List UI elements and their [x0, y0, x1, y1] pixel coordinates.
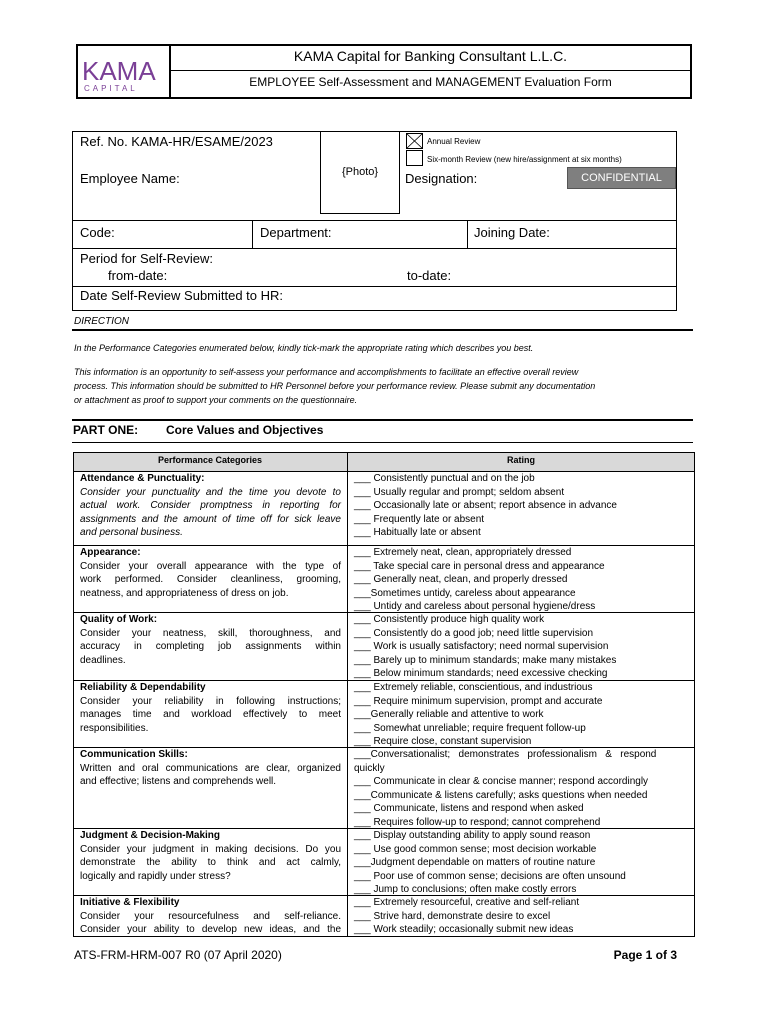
- category-description-line: Consider your resourcefulness and self-reliance.: [80, 910, 341, 922]
- rating-option[interactable]: ___ Extremely reliable, conscientious, and industrious: [354, 682, 593, 693]
- category-description-line: Consider your overall appearance with the type of: [80, 560, 341, 572]
- direction-paragraph-2-line-2: process. This information should be submitted to HR Personnel before your performance review. Please submit any documentation: [74, 381, 596, 391]
- part-one-title: Core Values and Objectives: [166, 423, 324, 437]
- category-title: Reliability & Dependability: [80, 682, 206, 693]
- company-name: KAMA Capital for Banking Consultant L.L.C.: [293, 48, 568, 64]
- rating-option[interactable]: ___ Barely up to minimum standards; make many mistakes: [354, 654, 617, 666]
- rating-cell-attendance[interactable]: [354, 472, 690, 540]
- period-label: Period for Self-Review:: [80, 251, 213, 266]
- rating-option[interactable]: ___ Require close, constant supervision: [354, 736, 532, 747]
- logo-text: KAMA: [82, 56, 156, 86]
- ref-number: Ref. No. KAMA-HR/ESAME/2023: [80, 134, 273, 149]
- info-row-line-1: [72, 220, 677, 221]
- rating-option[interactable]: ___ Jump to conclusions; often make costly errors: [354, 884, 577, 895]
- rating-option[interactable]: ___ Work is usually satisfactory; need normal supervision: [354, 641, 609, 652]
- rating-cell-reliability[interactable]: [354, 681, 690, 749]
- rating-option[interactable]: ___ Occasionally late or absent; report absence in advance: [354, 500, 617, 511]
- category-description-line: demonstrate the ability to think and act calmly,: [80, 857, 341, 868]
- rating-option[interactable]: ___Conversationalist; demonstrates professionalism & respond: [354, 749, 657, 760]
- submitted-date-label: Date Self-Review Submitted to HR:: [80, 288, 284, 303]
- category-description-line: deadlines.: [80, 654, 126, 666]
- category-cell-communication: [80, 748, 341, 789]
- category-description-line: neatness, and appropriateness of dress on job.: [80, 587, 289, 599]
- page-number: Page 1 of 3: [613, 948, 677, 962]
- rating-option[interactable]: ___ Frequently late or absent: [354, 513, 485, 525]
- direction-paragraph-2-line-1: This information is an opportunity to self-assess your performance and accomplishments to facilitate an effective overall review: [74, 367, 579, 377]
- company-logo: [82, 58, 166, 98]
- code-divider: [252, 220, 253, 248]
- category-description-line: Written and oral communications are clear, organized: [80, 762, 341, 774]
- info-row-line-3: [72, 286, 677, 287]
- table-column-divider: [347, 452, 348, 937]
- category-description-line: logically and rapidly under stress?: [80, 870, 231, 882]
- rating-option[interactable]: ___ Usually regular and prompt; seldom absent: [354, 486, 565, 498]
- column-header-rating: Rating: [507, 455, 535, 465]
- annual-review-checkbox[interactable]: [406, 133, 423, 149]
- photo-bottom-line: [320, 213, 400, 214]
- department-label: Department:: [260, 225, 332, 240]
- six-month-review-checkbox[interactable]: [406, 150, 423, 166]
- category-description-line: actual work. Consider promptness in reporting for: [80, 500, 341, 511]
- direction-underline: [72, 329, 693, 331]
- category-cell-judgment: [80, 829, 341, 883]
- category-cell-reliability: [80, 681, 341, 735]
- category-description-line: Consider your neatness, skill, thoroughness, and: [80, 627, 341, 639]
- direction-paragraph-1: In the Performance Categories enumerated below, kindly tick-mark the appropriate rating which describes you best.: [74, 343, 534, 353]
- category-description-line: and personal business.: [80, 527, 183, 538]
- designation-label: Designation:: [405, 171, 478, 186]
- rating-cell-quality[interactable]: [354, 613, 690, 681]
- rating-cell-initiative[interactable]: [354, 896, 690, 937]
- category-title: Communication Skills:: [80, 749, 188, 760]
- category-title: Attendance & Punctuality:: [80, 473, 205, 484]
- rating-option[interactable]: ___Sometimes untidy, careless about appearance: [354, 587, 576, 599]
- logo-subtext: CAPITAL: [84, 84, 138, 93]
- form-code: ATS-FRM-HRM-007 R0 (07 April 2020): [74, 948, 282, 962]
- category-cell-appearance: [80, 546, 341, 600]
- rating-cell-appearance[interactable]: [354, 546, 690, 614]
- part-one-label: PART ONE:: [73, 423, 139, 437]
- rating-option[interactable]: ___ Somewhat unreliable; require frequent follow-up: [354, 722, 586, 734]
- rating-cell-judgment[interactable]: [354, 829, 690, 897]
- joining-date-label: Joining Date:: [474, 225, 550, 240]
- six-month-review-label: Six-month Review (new hire/assignment at six months): [427, 155, 622, 164]
- category-description-line: work performed. Consider cleanliness, grooming,: [80, 574, 341, 585]
- category-description-line: assignments and the amount of time off for sick leave: [80, 513, 341, 525]
- category-cell-quality: [80, 613, 341, 667]
- category-title: Judgment & Decision-Making: [80, 830, 221, 841]
- rating-option[interactable]: ___ Require minimum supervision, prompt and accurate: [354, 695, 603, 707]
- rating-option[interactable]: ___ Untidy and careless about personal hygiene/dress: [354, 601, 596, 612]
- rating-option[interactable]: ___ Below minimum standards; need excessive checking: [354, 668, 608, 679]
- rating-option[interactable]: ___ Take special care in personal dress and appearance: [354, 560, 605, 572]
- rating-option[interactable]: ___ Generally neat, clean, and properly dressed: [354, 574, 568, 585]
- rating-option[interactable]: ___Communicate & listens carefully; asks questions when needed: [354, 789, 648, 801]
- confidential-label: CONFIDENTIAL: [581, 172, 662, 184]
- category-description-line: Consider your ability to develop new ideas, and the: [80, 924, 341, 935]
- category-description-line: responsibilities.: [80, 722, 149, 734]
- category-cell-attendance: [80, 472, 341, 540]
- column-header-categories: Performance Categories: [157, 455, 263, 465]
- photo-placeholder: {Photo}: [341, 166, 379, 178]
- part-one-top-rule: [72, 419, 693, 421]
- category-description-line: Consider your punctuality and the time you devote to: [80, 486, 341, 498]
- category-description-line: Consider your reliability in following instructions;: [80, 695, 341, 707]
- rating-option-continued: quickly: [354, 762, 385, 774]
- rating-option[interactable]: ___ Consistently produce high quality work: [354, 614, 545, 625]
- checkbox-cross-icon: [407, 134, 422, 148]
- rating-option[interactable]: ___ Display outstanding ability to apply sound reason: [354, 830, 591, 841]
- rating-option[interactable]: ___ Consistently punctual and on the job: [354, 473, 535, 484]
- rating-option[interactable]: ___ Communicate in clear & concise manner; respond accordingly: [354, 776, 649, 787]
- rating-option[interactable]: ___ Strive hard, demonstrate desire to excel: [354, 910, 551, 922]
- direction-label: DIRECTION: [74, 316, 129, 327]
- to-date-label: to-date:: [407, 268, 452, 283]
- info-row-line-2: [72, 248, 677, 249]
- confidential-badge: [567, 167, 676, 189]
- rating-option[interactable]: ___ Extremely neat, clean, appropriately dressed: [354, 547, 572, 558]
- code-label: Code:: [80, 225, 115, 240]
- employee-name-label: Employee Name:: [80, 171, 180, 186]
- department-divider: [467, 220, 468, 248]
- rating-option[interactable]: ___ Consistently do a good job; need little supervision: [354, 627, 594, 639]
- category-title: Quality of Work:: [80, 614, 158, 625]
- category-description-line: and effective; listens and comprehends well.: [80, 776, 277, 787]
- category-cell-initiative: [80, 896, 341, 937]
- rating-option[interactable]: ___Judgment dependable on matters of routine nature: [354, 857, 596, 868]
- category-description-line: accuracy in completing job assignments within: [80, 641, 341, 652]
- category-title: Initiative & Flexibility: [80, 897, 180, 908]
- rating-option[interactable]: ___ Poor use of common sense; decisions are often unsound: [354, 870, 626, 882]
- part-one-bottom-rule: [72, 442, 693, 443]
- rating-cell-communication[interactable]: [354, 748, 690, 829]
- rating-option[interactable]: ___Generally reliable and attentive to work: [354, 709, 544, 720]
- direction-paragraph-2-line-3: or attachment as proof to support your comments on the questionnaire.: [74, 395, 358, 405]
- from-date-label: from-date:: [108, 268, 168, 283]
- rating-option[interactable]: ___ Habitually late or absent: [354, 527, 481, 538]
- rating-option[interactable]: ___ Extremely resourceful, creative and self-reliant: [354, 897, 580, 908]
- rating-option[interactable]: ___ Communicate, listens and respond when asked: [354, 803, 584, 814]
- rating-option[interactable]: ___ Work steadily; occasionally submit new ideas: [354, 924, 574, 935]
- form-title: EMPLOYEE Self-Assessment and MANAGEMENT Evaluation Form: [249, 75, 612, 89]
- category-description-line: manages time and workload effectively to meet: [80, 709, 341, 720]
- category-description-line: Consider your judgment in making decisions. Do you: [80, 843, 341, 855]
- rating-option[interactable]: ___ Use good common sense; most decision workable: [354, 843, 597, 855]
- header-hdivider: [170, 70, 691, 71]
- rating-option[interactable]: ___ Requires follow-up to respond; cannot comprehend: [354, 816, 601, 828]
- annual-review-label: Annual Review: [427, 137, 481, 146]
- category-title: Appearance:: [80, 547, 141, 558]
